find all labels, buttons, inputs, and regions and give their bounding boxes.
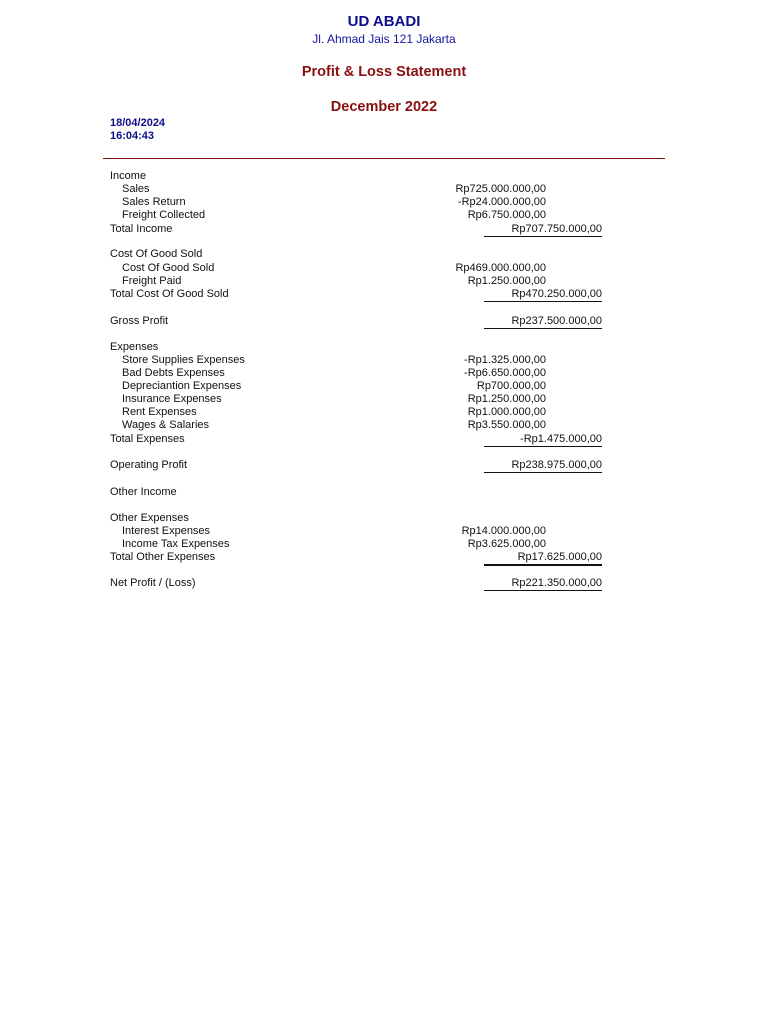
line-item-row xyxy=(0,393,768,406)
section-heading-row xyxy=(0,170,768,183)
section-heading-row xyxy=(0,512,768,525)
row-label: Total Cost Of Good Sold xyxy=(110,288,229,300)
line-item-row xyxy=(0,183,768,196)
total-value: Rp17.625.000,00 xyxy=(484,551,602,566)
row-label: Cost Of Good Sold xyxy=(110,248,203,260)
total-row xyxy=(0,433,768,446)
row-label: Other Income xyxy=(110,486,177,498)
row-value: -Rp1.325.000,00 xyxy=(464,354,546,366)
company-address: Jl. Ahmad Jais 121 Jakarta xyxy=(312,32,456,46)
row-label: Income Tax Expenses xyxy=(122,538,230,550)
row-value: -Rp6.650.000,00 xyxy=(464,367,546,379)
row-label: Interest Expenses xyxy=(122,525,211,537)
row-label: Depreciantion Expenses xyxy=(122,380,242,392)
total-value: Rp221.350.000,00 xyxy=(484,577,602,591)
row-label: Insurance Expenses xyxy=(122,393,222,405)
line-item-row xyxy=(0,538,768,551)
row-label: Wages & Salaries xyxy=(122,419,210,431)
row-value: Rp725.000.000,00 xyxy=(455,183,546,195)
total-value: Rp707.750.000,00 xyxy=(484,223,602,237)
row-label: Operating Profit xyxy=(110,459,188,471)
row-label: Income xyxy=(110,170,147,182)
row-value: -Rp24.000.000,00 xyxy=(457,196,546,208)
print-time: 16:04:43 xyxy=(110,130,155,142)
total-value: -Rp1.475.000,00 xyxy=(484,433,602,447)
report-period: December 2022 xyxy=(330,99,438,115)
section-heading-row xyxy=(0,248,768,261)
row-label: Total Income xyxy=(110,223,173,235)
row-value: Rp700.000,00 xyxy=(476,380,546,392)
row-value: Rp1.000.000,00 xyxy=(467,406,546,418)
section-heading-row xyxy=(0,341,768,354)
row-label: Expenses xyxy=(110,341,159,353)
line-item-row xyxy=(0,354,768,367)
line-item-row xyxy=(0,406,768,419)
row-label: Bad Debts Expenses xyxy=(122,367,225,379)
row-label: Gross Profit xyxy=(110,315,169,327)
line-item-row xyxy=(0,367,768,380)
row-label: Sales xyxy=(122,183,150,195)
line-item-row xyxy=(0,380,768,393)
row-label: Sales Return xyxy=(122,196,186,208)
total-row xyxy=(0,288,768,301)
total-row xyxy=(0,577,768,590)
total-row xyxy=(0,223,768,236)
line-item-row xyxy=(0,525,768,538)
total-value: Rp470.250.000,00 xyxy=(484,288,602,302)
total-row xyxy=(0,459,768,472)
row-label: Store Supplies Expenses xyxy=(122,354,245,366)
total-value: Rp238.975.000,00 xyxy=(484,459,602,473)
total-row xyxy=(0,551,768,564)
row-label: Total Expenses xyxy=(110,433,185,445)
report-title: Profit & Loss Statement xyxy=(301,64,467,80)
row-label: Freight Collected xyxy=(122,209,206,221)
row-label: Other Expenses xyxy=(110,512,189,524)
row-value: Rp3.625.000,00 xyxy=(467,538,546,550)
row-label: Freight Paid xyxy=(122,275,182,287)
total-value: Rp237.500.000,00 xyxy=(484,315,602,329)
row-value: Rp6.750.000,00 xyxy=(467,209,546,221)
row-value: Rp14.000.000,00 xyxy=(461,525,546,537)
total-row xyxy=(0,315,768,328)
company-name: UD ABADI xyxy=(347,13,421,30)
print-date: 18/04/2024 xyxy=(110,117,166,129)
row-label: Rent Expenses xyxy=(122,406,197,418)
row-label: Cost Of Good Sold xyxy=(122,262,215,274)
line-item-row xyxy=(0,209,768,222)
line-item-row xyxy=(0,275,768,288)
line-item-row xyxy=(0,196,768,209)
row-value: Rp3.550.000,00 xyxy=(467,419,546,431)
row-value: Rp469.000.000,00 xyxy=(455,262,546,274)
row-label: Net Profit / (Loss) xyxy=(110,577,196,589)
line-item-row xyxy=(0,419,768,432)
line-item-row xyxy=(0,262,768,275)
row-value: Rp1.250.000,00 xyxy=(467,393,546,405)
row-label: Total Other Expenses xyxy=(110,551,216,563)
row-value: Rp1.250.000,00 xyxy=(467,275,546,287)
section-heading-row xyxy=(0,486,768,499)
